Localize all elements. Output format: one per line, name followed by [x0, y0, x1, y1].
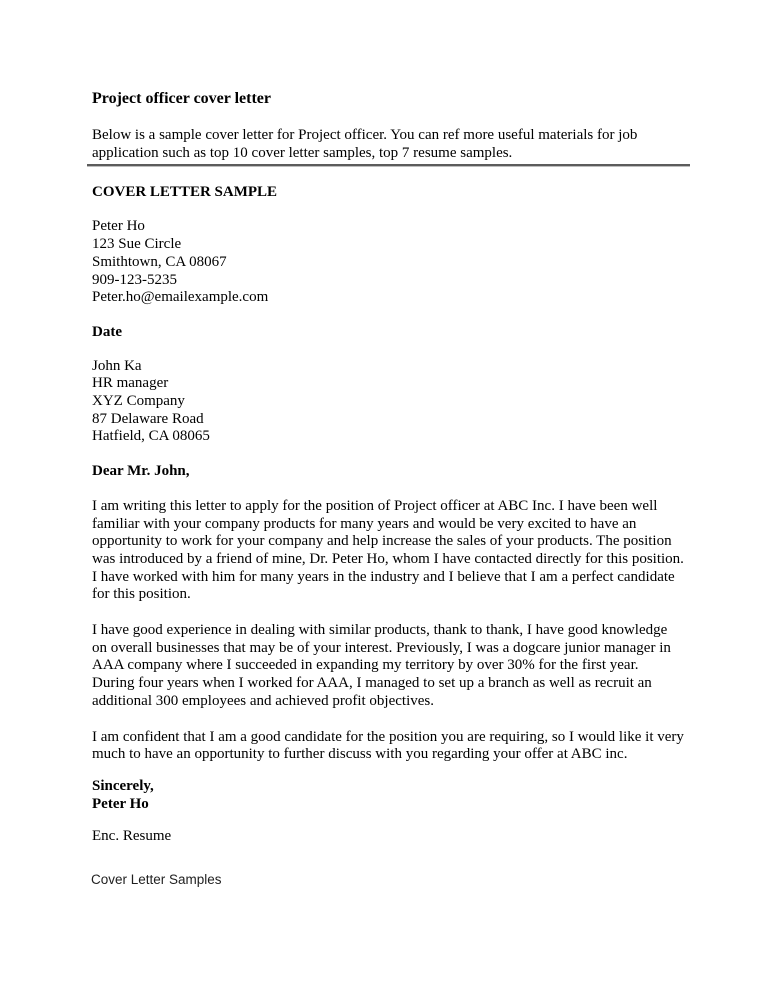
recipient-city: Hatfield, CA 08065 [92, 428, 210, 445]
signature-name: Peter Ho [92, 795, 149, 812]
page-title: Project officer cover letter [92, 90, 271, 107]
recipient-title: HR manager [92, 375, 169, 392]
body-paragraph-1: I am writing this letter to apply for the position of Project officer at ABC Inc. I have been well familiar with your company products for many years and would be very excited to have an opportunity to work for your company and help increase the sales of your products. The position was introduced by a friend of mine, Dr. Peter Ho, whom I have contacted directly for this position. I have worked with him for many years in the industry and I believe that I am a perfect candidate for this position. [92, 497, 684, 603]
letter-content [92, 90, 684, 846]
closing-block [92, 778, 684, 813]
section-heading: COVER LETTER SAMPLE [92, 184, 278, 201]
sender-city: Smithtown, CA 08067 [92, 253, 227, 270]
sender-phone: 909-123-5235 [92, 271, 177, 288]
salutation: Dear Mr. John, [92, 463, 190, 480]
horizontal-divider [87, 164, 690, 167]
footer-text: Cover Letter Samples [91, 872, 222, 887]
recipient-company: XYZ Company [92, 393, 185, 410]
recipient-address [92, 358, 684, 447]
body-paragraph-3: I am confident that I am a good candidate for the position you are requiring, so I would like it very much to have an opportunity to further discuss with you regarding your offer at ABC inc. [92, 728, 684, 763]
sender-email: Peter.ho@emailexample.com [92, 289, 269, 306]
sender-street: 123 Sue Circle [92, 236, 182, 253]
sender-name: Peter Ho [92, 218, 145, 235]
sender-address [92, 218, 684, 307]
recipient-name: John Ka [92, 357, 142, 374]
recipient-street: 87 Delaware Road [92, 410, 204, 427]
closing-signoff: Sincerely, [92, 777, 154, 794]
body-paragraph-2: I have good experience in dealing with similar products, thank to thank, I have good knowledge on overall businesses that may be of your interest. Previously, I was a dogcare junior manager in AAA company where I succeeded in expanding my territory by over 30% for the first year. During four years when I worked for AAA, I managed to set up a branch as well as recruit an additional 300 employees and achieved profit objectives. [92, 622, 671, 709]
intro-paragraph: Below is a sample cover letter for Project officer. You can ref more useful materials for job application such as top 10 cover letter samples, top 7 resume samples. [92, 127, 638, 161]
date-label: Date [92, 323, 122, 340]
enclosure-note: Enc. Resume [92, 828, 172, 845]
